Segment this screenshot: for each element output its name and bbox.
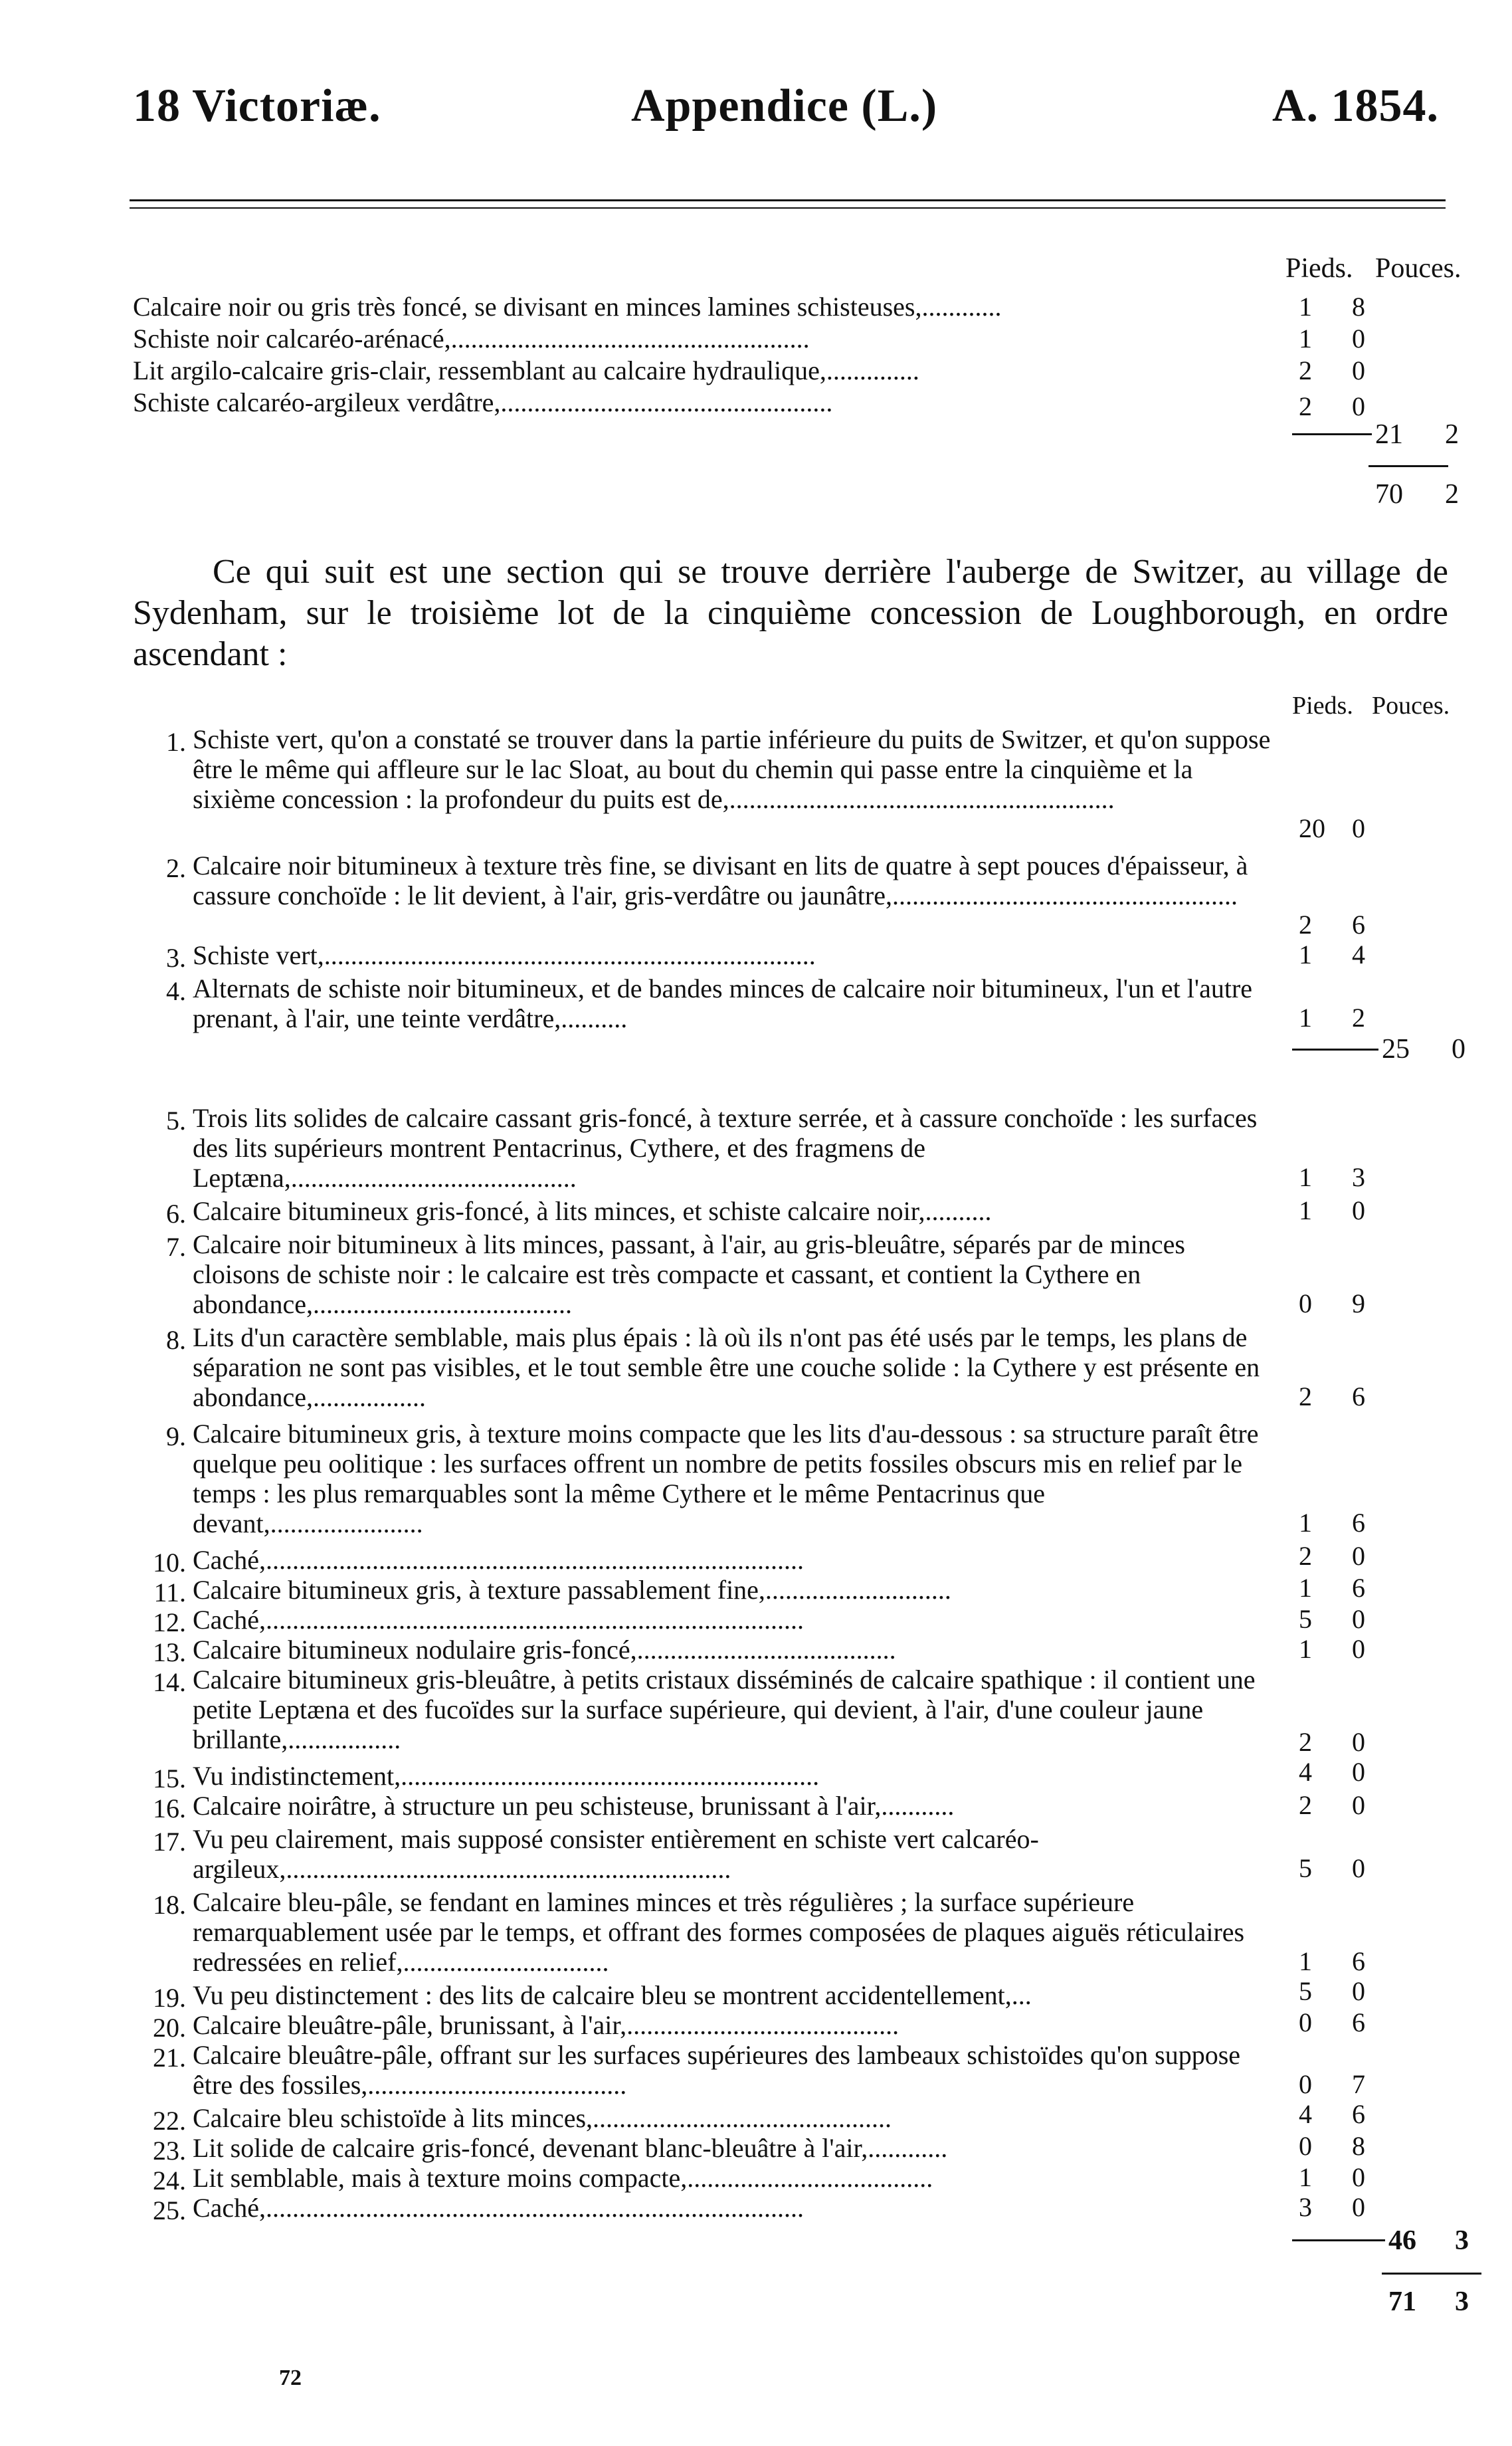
- item-feet: 1: [1299, 1162, 1312, 1192]
- item-number: 3.: [166, 943, 186, 973]
- item-number: 11.: [153, 1578, 186, 1607]
- item-number: 18.: [153, 1890, 186, 1920]
- item-number: 20.: [153, 2013, 186, 2043]
- total-rule: [1369, 465, 1448, 467]
- item-inches: 3: [1352, 1162, 1365, 1192]
- item-feet: 1: [1299, 1573, 1312, 1603]
- item-inches: 6: [1352, 910, 1365, 940]
- item-feet: 4: [1299, 1757, 1312, 1787]
- item-feet: 2: [1299, 1727, 1312, 1757]
- item-number: 12.: [153, 1607, 186, 1637]
- item-inches: 6: [1352, 1508, 1365, 1538]
- item-feet: 0: [1299, 2007, 1312, 2037]
- column-header-inches-2: Pouces.: [1372, 692, 1450, 720]
- item-inches: 0: [1352, 2162, 1365, 2192]
- item-inches: 0: [1352, 1757, 1365, 1787]
- item-text: Calcaire noir bitumineux à lits minces, passant, à l'air, au gris-bleuâtre, séparés par de minces cloisons de schiste noir : le calcaire est très compacte et cassant, et contient la Cythere en abondance,.......................................: [193, 1229, 1185, 1319]
- stratum-inches: 8: [1352, 292, 1365, 322]
- item-feet: 3: [1299, 2192, 1312, 2222]
- subtotal-1-4-inches: 0: [1452, 1034, 1465, 1065]
- column-header-feet: Pieds.: [1285, 253, 1353, 284]
- subtotal-5-25-feet: 46: [1388, 2225, 1416, 2256]
- item-feet: 1: [1299, 2162, 1312, 2192]
- header-rule-top: [130, 199, 1446, 201]
- section-paragraph: Ce qui suit est une section qui se trouve derrière l'auberge de Switzer, au village de Sydenham, sur le troisième lot de la cinquième concession de Loughborough, en ordre ascendant :: [133, 553, 1448, 673]
- item-feet: 20: [1299, 813, 1325, 843]
- column-header-feet-2: Pieds.: [1292, 692, 1353, 720]
- item-feet: 1: [1299, 1634, 1312, 1664]
- item-feet: 2: [1299, 910, 1312, 940]
- item-number: 4.: [166, 976, 186, 1006]
- item-number: 5.: [166, 1106, 186, 1136]
- item-number: 25.: [153, 2195, 186, 2225]
- item-number: 24.: [153, 2166, 186, 2195]
- item-inches: 4: [1352, 940, 1365, 969]
- item-feet: 1: [1299, 1508, 1312, 1538]
- item-feet: 2: [1299, 1381, 1312, 1411]
- item-text: Calcaire bitumineux nodulaire gris-foncé,.......................................: [193, 1635, 896, 1665]
- column-header-inches: Pouces.: [1375, 253, 1462, 284]
- stratum-inches: 0: [1352, 324, 1365, 354]
- header-center: Appendice (L.): [631, 80, 938, 132]
- item-text: Calcaire noirâtre, à structure un peu schisteuse, brunissant à l'air,...........: [193, 1791, 955, 1821]
- top-total-inches: 2: [1445, 479, 1459, 510]
- item-feet: 1: [1299, 940, 1312, 969]
- item-text: Calcaire noir bitumineux à texture très fine, se divisant en lits de quatre à sept pouces d'épaisseur, à cassure conchoïde : le lit devient, à l'air, gris-verdâtre ou jaunâtre,....................................................: [193, 851, 1248, 910]
- stratum-inches: 0: [1352, 391, 1365, 421]
- item-number: 21.: [153, 2043, 186, 2073]
- item-text: Vu peu clairement, mais supposé consister entièrement en schiste vert calcaréo-argileux,...................................................................: [193, 1824, 1039, 1884]
- item-inches: 0: [1352, 2192, 1365, 2222]
- item-text: Calcaire bitumineux gris-foncé, à lits minces, et schiste calcaire noir,..........: [193, 1196, 992, 1226]
- item-text: Caché,.................................................................................: [193, 2193, 804, 2223]
- item-feet: 2: [1299, 1541, 1312, 1571]
- item-number: 16.: [153, 1793, 186, 1823]
- item-feet: 2: [1299, 1790, 1312, 1820]
- stratum-feet: 1: [1299, 292, 1312, 322]
- item-feet: 1: [1299, 1946, 1312, 1976]
- item-inches: 7: [1352, 2069, 1365, 2099]
- item-number: 15.: [153, 1764, 186, 1793]
- top-subtotal-feet: 21: [1375, 419, 1403, 450]
- item-inches: 0: [1352, 1604, 1365, 1634]
- item-number: 13.: [153, 1637, 186, 1667]
- item-text: Calcaire bitumineux gris, à texture passablement fine,............................: [193, 1575, 951, 1605]
- subtotal-5-25-inches: 3: [1455, 2225, 1469, 2256]
- top-subtotal-inches: 2: [1445, 419, 1459, 450]
- page-number: 72: [279, 2366, 302, 2390]
- item-text: Lit solide de calcaire gris-foncé, devenant blanc-bleuâtre à l'air,............: [193, 2133, 948, 2163]
- stratum-feet: 2: [1299, 356, 1312, 385]
- item-inches: 0: [1352, 813, 1365, 843]
- item-feet: 4: [1299, 2099, 1312, 2129]
- item-inches: 6: [1352, 1573, 1365, 1603]
- stratum-text: Calcaire noir ou gris très foncé, se divisant en minces lamines schisteuses,............: [133, 292, 1002, 322]
- item-inches: 6: [1352, 2007, 1365, 2037]
- stratum-text: Lit argilo-calcaire gris-clair, ressemblant au calcaire hydraulique,..............: [133, 356, 919, 385]
- item-inches: 0: [1352, 1541, 1365, 1571]
- item-number: 17.: [153, 1827, 186, 1857]
- item-number: 8.: [166, 1325, 186, 1355]
- item-text: Trois lits solides de calcaire cassant gris-foncé, à texture serrée, et à cassure conchoïde : les surfaces des lits supérieurs montrent Pentacrinus, Cythere, et des fragmens de Leptæna,...........................................: [193, 1103, 1258, 1193]
- item-text: Calcaire bleuâtre-pâle, offrant sur les surfaces supérieures des lambeaux schistoïdes qu'on suppose être des fossiles,.......................................: [193, 2040, 1241, 2100]
- stratum-inches: 0: [1352, 356, 1365, 385]
- grand-total-feet: 71: [1388, 2287, 1416, 2317]
- item-number: 7.: [166, 1232, 186, 1262]
- item-feet: 0: [1299, 2069, 1312, 2099]
- item-number: 22.: [153, 2106, 186, 2136]
- item-feet: 0: [1299, 2131, 1312, 2161]
- item-feet: 1: [1299, 1003, 1312, 1033]
- item-feet: 1: [1299, 1195, 1312, 1225]
- stratum-feet: 1: [1299, 324, 1312, 354]
- item-text: Alternats de schiste noir bitumineux, et de bandes minces de calcaire noir bitumineux, l'un et l'autre prenant, à l'air, une teinte verdâtre,..........: [193, 973, 1253, 1033]
- item-inches: 6: [1352, 1381, 1365, 1411]
- item-feet: 0: [1299, 1288, 1312, 1318]
- subtotal-rule-1-4: [1292, 1049, 1378, 1051]
- item-text: Calcaire bleuâtre-pâle, brunissant, à l'air,.........................................: [193, 2010, 899, 2040]
- item-number: 1.: [166, 727, 186, 757]
- stratum-feet: 2: [1299, 391, 1312, 421]
- item-inches: 0: [1352, 1195, 1365, 1225]
- top-total-feet: 70: [1375, 479, 1403, 510]
- item-inches: 9: [1352, 1288, 1365, 1318]
- item-text: Calcaire bleu schistoïde à lits minces,.............................................: [193, 2103, 892, 2133]
- item-number: 6.: [166, 1199, 186, 1229]
- item-feet: 5: [1299, 1853, 1312, 1883]
- item-number: 2.: [166, 853, 186, 883]
- item-inches: 6: [1352, 1946, 1365, 1976]
- item-inches: 8: [1352, 2131, 1365, 2161]
- item-number: 9.: [166, 1421, 186, 1451]
- item-text: Caché,.................................................................................: [193, 1605, 804, 1635]
- item-feet: 5: [1299, 1604, 1312, 1634]
- item-inches: 6: [1352, 2099, 1365, 2129]
- stratum-text: Schiste calcaréo-argileux verdâtre,..................................................: [133, 387, 833, 417]
- item-text: Vu indistinctement,...............................................................: [193, 1761, 820, 1791]
- item-number: 19.: [153, 1983, 186, 2013]
- grand-total-inches: 3: [1455, 2287, 1469, 2317]
- subtotal-rule: [1292, 433, 1372, 435]
- item-text: Calcaire bitumineux gris, à texture moins compacte que les lits d'au-dessous : sa structure paraît être quelque peu oolitique : les surfaces offrent un nombre de petits fossiles obscurs mis en relief par le temps : les plus remarquables sont la même Cythere et le même Pentacrinus que devant,.......................: [193, 1419, 1259, 1538]
- item-inches: 0: [1352, 1853, 1365, 1883]
- item-inches: 0: [1352, 1976, 1365, 2006]
- item-feet: 5: [1299, 1976, 1312, 2006]
- item-number: 14.: [153, 1667, 186, 1697]
- item-inches: 0: [1352, 1790, 1365, 1820]
- item-text: Lit semblable, mais à texture moins compacte,.....................................: [193, 2163, 933, 2193]
- item-text: Caché,.................................................................................: [193, 1545, 804, 1575]
- item-inches: 2: [1352, 1003, 1365, 1033]
- subtotal-1-4-feet: 25: [1382, 1034, 1410, 1065]
- item-inches: 0: [1352, 1634, 1365, 1664]
- item-text: Schiste vert,..........................................................................: [193, 940, 816, 970]
- grand-total-rule: [1382, 2273, 1481, 2275]
- item-inches: 0: [1352, 1727, 1365, 1757]
- header-left: 18 Victoriæ.: [133, 80, 381, 132]
- item-number: 23.: [153, 2136, 186, 2166]
- item-text: Schiste vert, qu'on a constaté se trouver dans la partie inférieure du puits de Switzer, et qu'on suppose être le même qui affleure sur le lac Sloat, au bout du chemin qui passe entre la cinquième et la sixième concession : la profondeur du puits est de,..........................................................: [193, 724, 1271, 814]
- header-right: A. 1854.: [1272, 80, 1439, 132]
- header-rule-bottom: [130, 207, 1446, 209]
- item-text: Lits d'un caractère semblable, mais plus épais : là où ils n'ont pas été usés par le temps, les plans de séparation ne sont pas visibles, et le tout semble être une couche solide : la Cythere y est présente en abondance,.................: [193, 1322, 1260, 1412]
- item-text: Calcaire bleu-pâle, se fendant en lamines minces et très régulières ; la surface supérieure remarquablement usée par le temps, et offrant des formes composées de plaques aiguës réticulaires redressées en relief,...............................: [193, 1887, 1245, 1977]
- subtotal-rule-5-25: [1292, 2239, 1385, 2241]
- item-text: Calcaire bitumineux gris-bleuâtre, à petits cristaux disséminés de calcaire spathique : il contient une petite Leptæna et des fucoïdes sur la surface supérieure, qui devient, à l'air, d'une couleur jaune brillante,.................: [193, 1665, 1256, 1754]
- item-number: 10.: [153, 1548, 186, 1578]
- item-text: Vu peu distinctement : des lits de calcaire bleu se montrent accidentellement,...: [193, 1980, 1032, 2010]
- stratum-text: Schiste noir calcaréo-arénacé,......................................................: [133, 324, 810, 354]
